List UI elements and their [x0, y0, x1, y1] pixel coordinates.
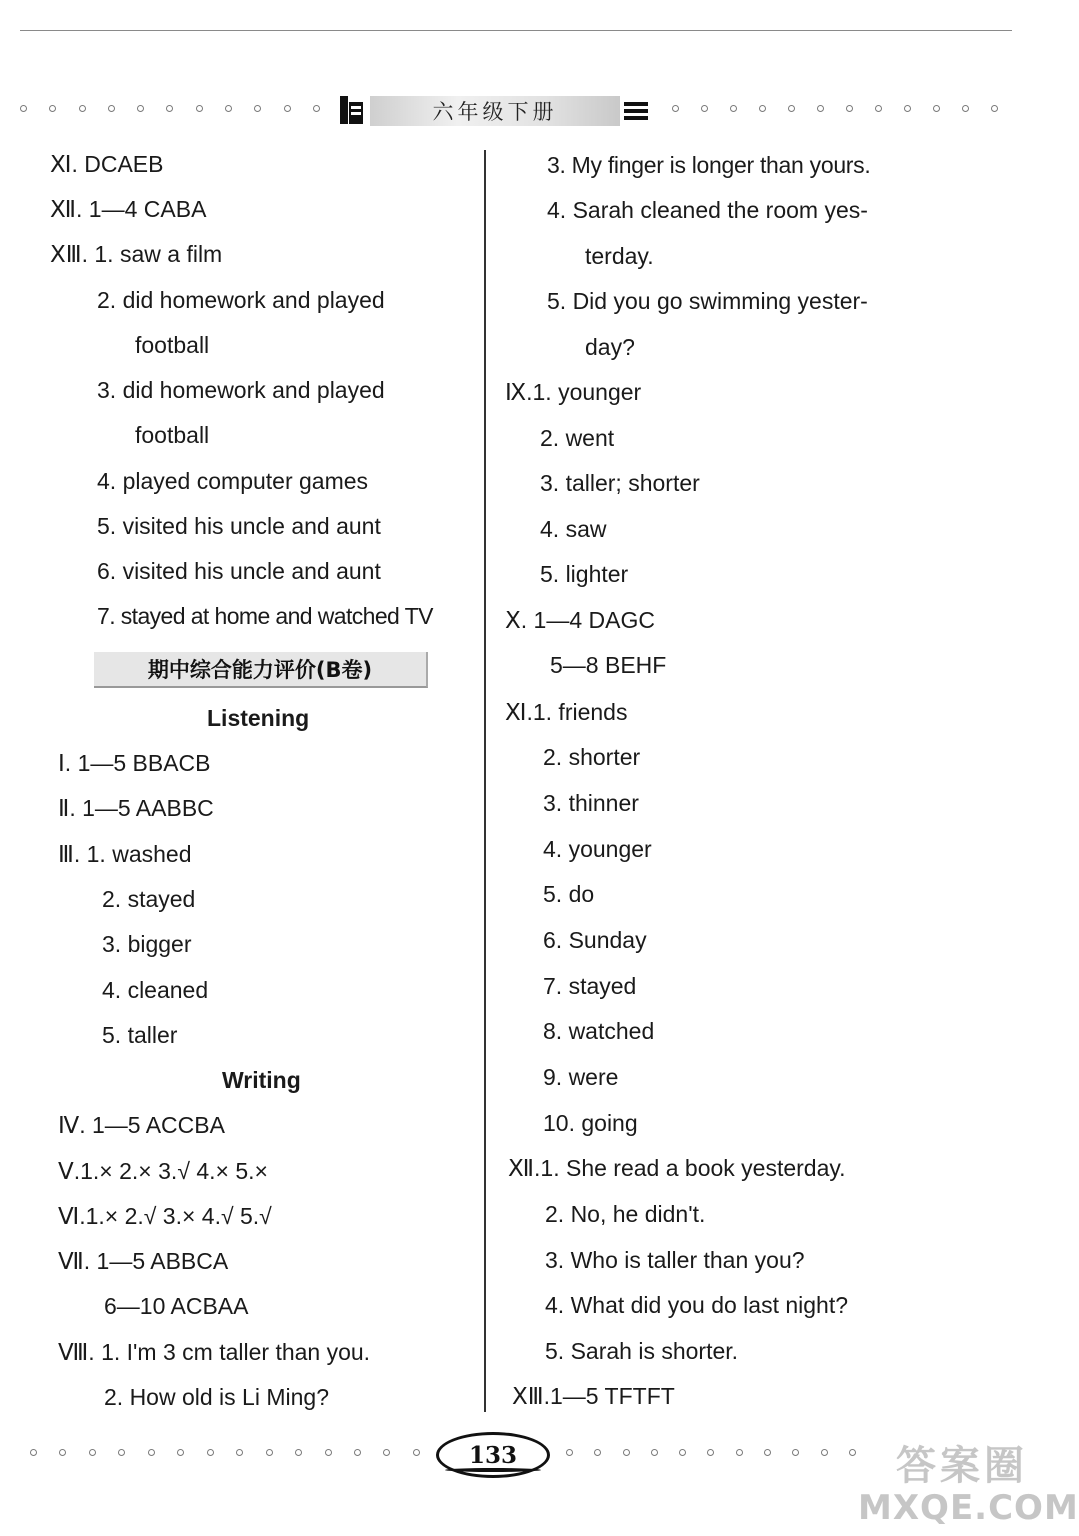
answer-line: football [135, 422, 210, 448]
page-number: 133 [436, 1432, 550, 1478]
answer-line: 4. played computer games [97, 468, 369, 494]
section-heading-writing: Writing [222, 1067, 301, 1093]
answer-line: 4. Sarah cleaned the room yes- [547, 197, 868, 223]
answer-line: 2. No, he didn't. [545, 1201, 706, 1227]
answer-line: Ⅱ. 1—5 AABBC [58, 795, 214, 821]
header-dots-left [20, 105, 320, 112]
answer-line: Ⅸ.1. younger [505, 379, 642, 405]
answer-line: 5. do [543, 881, 595, 907]
answer-line: 2. went [540, 425, 615, 451]
answer-line: 3. thinner [543, 790, 639, 816]
answer-line: 2. How old is Li Ming? [104, 1384, 329, 1410]
answer-line: Ⅲ. 1. washed [58, 841, 192, 867]
answer-line: Ⅺ. DCAEB [50, 151, 164, 177]
watermark-line1: 答案圈 [896, 1443, 1028, 1489]
answer-line: Ⅰ. 1—5 BBACB [58, 750, 211, 776]
book-icon [338, 94, 366, 126]
answer-line: Ⅷ. 1. I'm 3 cm taller than you. [58, 1339, 371, 1365]
answer-line: 5. taller [102, 1022, 178, 1048]
answer-line: 6. Sunday [543, 927, 647, 953]
answer-line: 6—10 ACBAA [104, 1293, 249, 1319]
answer-line: 7. stayed at home and watched TV [97, 603, 433, 629]
answer-line: Ⅶ. 1—5 ABBCA [58, 1248, 229, 1274]
answer-line: football [135, 332, 210, 358]
answer-line: 5. Did you go swimming yester- [547, 288, 868, 314]
answer-line: ⅩⅢ.1—5 TFTFT [512, 1383, 675, 1409]
answer-line: 3. taller; shorter [540, 470, 700, 496]
answer-line: 3. Who is taller than you? [545, 1247, 805, 1273]
answer-line: 3. My finger is longer than yours. [547, 152, 871, 178]
answer-line: 5. Sarah is shorter. [545, 1338, 739, 1364]
answer-line: Ⅻ. 1—4 CABA [50, 196, 207, 222]
answer-line: Ⅵ.1.× 2.√ 3.× 4.√ 5.√ [58, 1203, 272, 1229]
answer-line: Ⅴ.1.× 2.× 3.√ 4.× 5.× [58, 1158, 268, 1184]
answer-line: 8. watched [543, 1018, 655, 1044]
book-icon-right [622, 100, 650, 122]
answer-line: 2. stayed [102, 886, 196, 912]
section-title-midterm: 期中综合能力评价(B卷) [94, 652, 428, 688]
book-title: 六年级下册 [370, 96, 620, 126]
header-dots-right [672, 105, 998, 112]
answer-line: terday. [585, 243, 654, 269]
answer-line: day? [585, 334, 635, 360]
answer-line: 9. were [543, 1064, 619, 1090]
watermark [858, 1443, 1079, 1532]
answer-line: 5. visited his uncle and aunt [97, 513, 381, 539]
answer-line: Ⅻ.1. She read a book yesterday. [508, 1155, 846, 1181]
answer-line: 2. did homework and played [97, 287, 385, 313]
answer-line: 3. did homework and played [97, 377, 385, 403]
answer-line: 6. visited his uncle and aunt [97, 558, 381, 584]
answer-line: 3. bigger [102, 931, 192, 957]
section-heading-listening: Listening [207, 705, 310, 731]
footer-dots-left [30, 1449, 420, 1456]
top-rule [20, 30, 1012, 31]
answer-line: 10. going [543, 1110, 638, 1136]
answer-line: 4. What did you do last night? [545, 1292, 849, 1318]
header-tab [336, 94, 652, 130]
answer-line: Ⅳ. 1—5 ACCBA [58, 1112, 225, 1138]
watermark-line2: MXQE.COM [858, 1488, 1079, 1528]
footer-dots-right [566, 1449, 856, 1456]
answer-line: 4. younger [543, 836, 652, 862]
answer-line: Ⅺ.1. friends [505, 699, 628, 725]
answer-line: ⅩⅢ. 1. saw a film [50, 241, 223, 267]
answer-line: 5. lighter [540, 561, 629, 587]
answer-line: 4. saw [540, 516, 607, 542]
answer-line: 7. stayed [543, 973, 637, 999]
column-divider [484, 150, 486, 1412]
answer-line: Ⅹ. 1—4 DAGC [505, 607, 655, 633]
answer-line: 2. shorter [543, 744, 641, 770]
answer-line: 4. cleaned [102, 977, 209, 1003]
answer-line: 5—8 BEHF [550, 652, 667, 678]
